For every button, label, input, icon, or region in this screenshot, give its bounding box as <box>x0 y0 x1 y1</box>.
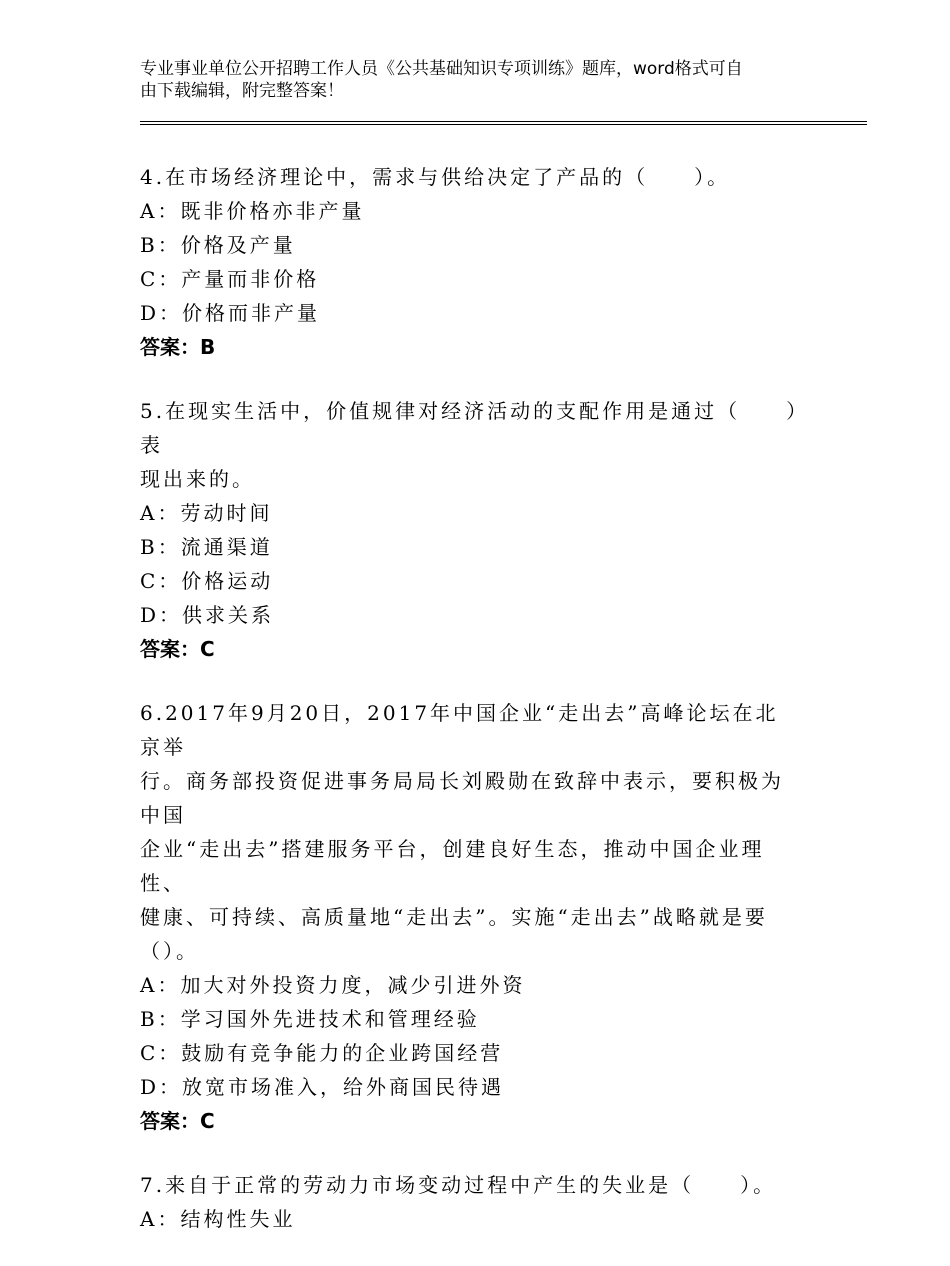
header-line-2: 由下载编辑，附完整答案！ <box>140 81 344 101</box>
option-c: C：鼓励有竞争能力的企业跨国经营 <box>140 1041 504 1065</box>
question-stem-line: 行。商务部投资促进事务局局长刘殿勋在致辞中表示，要积极为中国 <box>140 769 784 827</box>
question-stem-line: 4.在市场经济理论中，需求与供给决定了产品的（ ）。 <box>140 165 731 189</box>
header-line-1: 专业事业单位公开招聘工作人员《公共基础知识专项训练》题库，word格式可自 <box>140 59 743 79</box>
answer-label: 答案：C <box>140 1109 215 1133</box>
document-header <box>140 58 820 102</box>
option-b: B：流通渠道 <box>140 535 273 559</box>
option-a: A：结构性失业 <box>140 1207 296 1231</box>
question-7 <box>140 1168 800 1236</box>
header-divider-top <box>140 121 867 122</box>
question-stem-line: 现出来的。 <box>140 467 255 491</box>
question-stem-line: 企业“走出去”搭建服务平台，创建良好生态，推动中国企业理性、 <box>140 837 765 895</box>
option-d: D：价格而非产量 <box>140 301 321 325</box>
option-c: C：产量而非价格 <box>140 267 320 291</box>
option-a: A：加大对外投资力度，减少引进外资 <box>140 973 526 997</box>
answer-label: 答案：C <box>140 637 215 661</box>
question-stem-line: 5.在现实生活中，价值规律对经济活动的支配作用是通过（ ）表 <box>140 399 800 457</box>
option-d: D：供求关系 <box>140 603 275 627</box>
option-a: A：既非价格亦非产量 <box>140 199 365 223</box>
header-divider-bottom <box>140 124 867 125</box>
option-d: D：放宽市场准入，给外商国民待遇 <box>140 1075 505 1099</box>
option-b: B：价格及产量 <box>140 233 296 257</box>
question-stem-line: 健康、可持续、高质量地“走出去”。实施“走出去”战略就是要 <box>140 905 768 929</box>
option-a: A：劳动时间 <box>140 501 273 525</box>
question-stem-line: （）。 <box>140 939 199 963</box>
option-b: B：学习国外先进技术和管理经验 <box>140 1007 480 1031</box>
question-list <box>140 160 800 1266</box>
question-5 <box>140 394 800 666</box>
question-stem-line: 7.来自于正常的劳动力市场变动过程中产生的失业是（ ）。 <box>140 1173 777 1197</box>
question-6 <box>140 696 800 1138</box>
question-4 <box>140 160 800 364</box>
question-stem-line: 6.2017年9月20日，2017年中国企业“走出去”高峰论坛在北京举 <box>140 701 779 759</box>
option-c: C：价格运动 <box>140 569 274 593</box>
answer-label: 答案：B <box>140 335 216 359</box>
